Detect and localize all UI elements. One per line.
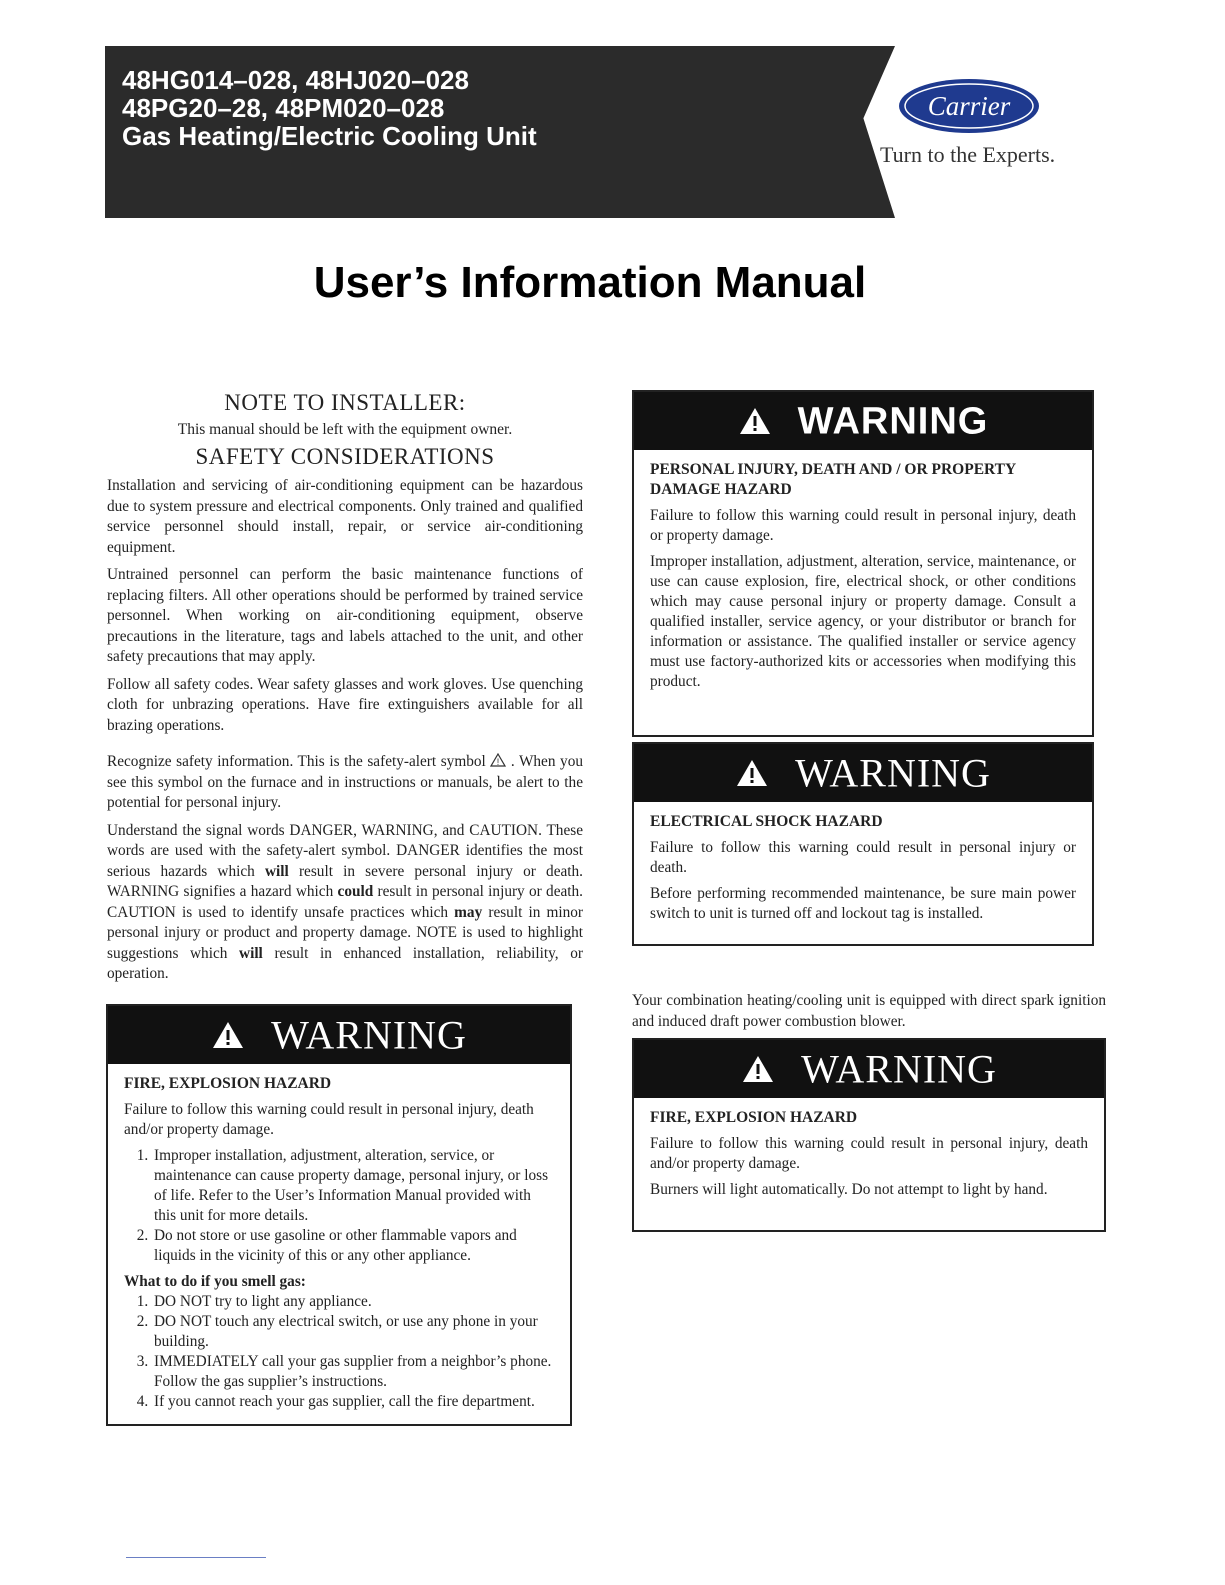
warning-paragraph-2: Improper installation, adjustment, alteration, service, maintenance, or use can cause explosion, fire, electrical shock, or other conditions which may cause personal injury or property damage. Consult a qualified installer, service agency, or your distributor or branch for information or assistance. The qualified installer or service agency must use factory-authorized kits or accessories when modifying this product. <box>650 553 1076 690</box>
warning-box-fire-left <box>106 1004 572 1426</box>
warning-label: WARNING <box>795 750 991 796</box>
signal-text-4: result in minor personal injury or product and property damage. NOTE is used to highlight suggestions which <box>107 903 584 962</box>
warning-body <box>634 802 1092 936</box>
hazard-title: PERSONAL INJURY, DEATH AND / OR PROPERTY DAMAGE HAZARD <box>650 461 1016 498</box>
signal-text-2: result in severe personal injury or death. WARNING signifies a hazard which <box>107 862 583 900</box>
signal-will: will <box>264 862 289 880</box>
safety-paragraph-2: Untrained personnel can perform the basic maintenance functions of replacing filters. All other operations should be performed by trained service personnel. When working on air-conditioning equipment, observe precautions in the literature, tags and labels attached to the unit, and other safety precautions that may apply. <box>107 566 583 665</box>
warning-box-fire-right <box>632 1038 1106 1232</box>
alert-paragraph <box>107 752 583 814</box>
hazard-title: FIRE, EXPLOSION HAZARD <box>124 1075 332 1092</box>
warning-box-personal-injury <box>632 390 1094 737</box>
ignition-paragraph: Your combination heating/cooling unit is equipped with direct spark ignition and induced draft power combustion blower. <box>632 992 1106 1030</box>
document-title: User’s Information Manual <box>313 258 867 307</box>
safety-paragraph-1: Installation and servicing of air-conditioning equipment can be hazardous due to system pressure and electrical components. Only trained and qualified service personnel should install, repair, or service air-conditioning equipment. <box>107 477 583 556</box>
warning-triangle-icon <box>738 406 772 436</box>
footer-line <box>126 1557 266 1558</box>
list-item: 1. Improper installation, adjustment, alteration, service, or maintenance can cause property damage, personal injury, or loss of life. Refer to the User’s Information Manual provided with this unit for more details. <box>152 1146 554 1226</box>
alert-paragraph-text: Recognize safety information. This is the safety-alert symbol <box>107 753 486 770</box>
warning-label: WARNING <box>801 1046 997 1092</box>
hazard-title: ELECTRICAL SHOCK HAZARD <box>650 813 883 830</box>
warning-box-electrical <box>632 742 1094 946</box>
hazard-title: FIRE, EXPLOSION HAZARD <box>650 1109 858 1126</box>
signal-text-1: Understand the signal words DANGER, WARNING, and CAUTION. These words are used with the safety-alert symbol. DANGER identifies the most serious hazards which <box>107 821 583 880</box>
safety-paragraph-3: Follow all safety codes. Wear safety glasses and work gloves. Use quenching cloth for unbrazing operations. Have fire extinguishers available for all brazing operations. <box>107 675 583 734</box>
model-title <box>122 66 762 150</box>
warning-header <box>634 392 1092 450</box>
signal-will-2: will <box>239 944 263 962</box>
model-line-2: 48PG20–28, 48PM020–028 <box>122 93 445 123</box>
warning-header <box>108 1006 570 1064</box>
signal-words-paragraph <box>107 821 583 985</box>
product-line: Gas Heating/Electric Cooling Unit <box>122 121 537 151</box>
warning-body <box>634 1098 1104 1212</box>
warning-intro: Failure to follow this warning could result in personal injury, death and/or property damage. <box>124 1101 534 1138</box>
warning-body <box>108 1064 570 1424</box>
warning-list <box>124 1146 554 1266</box>
warning-label: WARNING <box>797 400 989 443</box>
tagline: Turn to the Experts. <box>880 142 1056 167</box>
warning-triangle-icon <box>741 1054 775 1084</box>
warning-paragraph-1: Failure to follow this warning could result in personal injury, death or property damage. <box>650 507 1076 544</box>
signal-could: could <box>337 883 374 900</box>
signal-text-5: result in enhanced installation, reliability, or operation. <box>107 944 583 982</box>
safety-heading: SAFETY CONSIDERATIONS <box>195 444 495 469</box>
warning-label: WARNING <box>271 1012 467 1058</box>
svg-text:!: ! <box>497 757 500 767</box>
warning-paragraph-1: Failure to follow this warning could result in personal injury or death. <box>650 839 1076 876</box>
warning-body <box>634 450 1092 704</box>
list-item: 1. DO NOT try to light any appliance. <box>152 1292 554 1312</box>
list-item: 3. IMMEDIATELY call your gas supplier from a neighbor’s phone. Follow the gas supplier’s instructions. <box>152 1352 554 1392</box>
note-text: This manual should be left with the equipment owner. <box>177 421 513 438</box>
model-line-1: 48HG014–028, 48HJ020–028 <box>122 65 469 95</box>
warning-paragraph-1: Failure to follow this warning could result in personal injury, death and/or property damage. <box>650 1135 1088 1172</box>
warning-paragraph-2: Burners will light automatically. Do not attempt to light by hand. <box>650 1181 1048 1198</box>
warning-paragraph-2: Before performing recommended maintenance, be sure main power switch to unit is turned off and lockout tag is installed. <box>650 885 1076 922</box>
gas-steps-list <box>124 1292 554 1412</box>
carrier-logo <box>898 78 1040 134</box>
warning-header <box>634 744 1092 802</box>
alert-paragraph-end: . When you see this symbol on the furnace and in instructions or manuals, be alert to the potential for personal injury. <box>107 753 584 811</box>
warning-header <box>634 1040 1104 1098</box>
warning-triangle-icon <box>211 1020 245 1050</box>
left-column <box>107 390 583 992</box>
list-item: 4. If you cannot reach your gas supplier, call the fire department. <box>152 1392 554 1412</box>
signal-text-3: result in personal injury or death. CAUTION is used to identify unsafe practices which <box>107 883 584 921</box>
note-heading: NOTE TO INSTALLER: <box>224 390 466 415</box>
carrier-logo-text: Carrier <box>927 91 1011 121</box>
list-item: 2. DO NOT touch any electrical switch, or use any phone in your building. <box>152 1312 554 1352</box>
signal-may: may <box>454 903 483 921</box>
safety-alert-icon <box>490 754 511 770</box>
gas-smell-heading: What to do if you smell gas: <box>124 1273 306 1290</box>
warning-triangle-icon <box>735 758 769 788</box>
list-item: 2. Do not store or use gasoline or other flammable vapors and liquids in the vicinity of this or any other appliance. <box>152 1226 554 1266</box>
